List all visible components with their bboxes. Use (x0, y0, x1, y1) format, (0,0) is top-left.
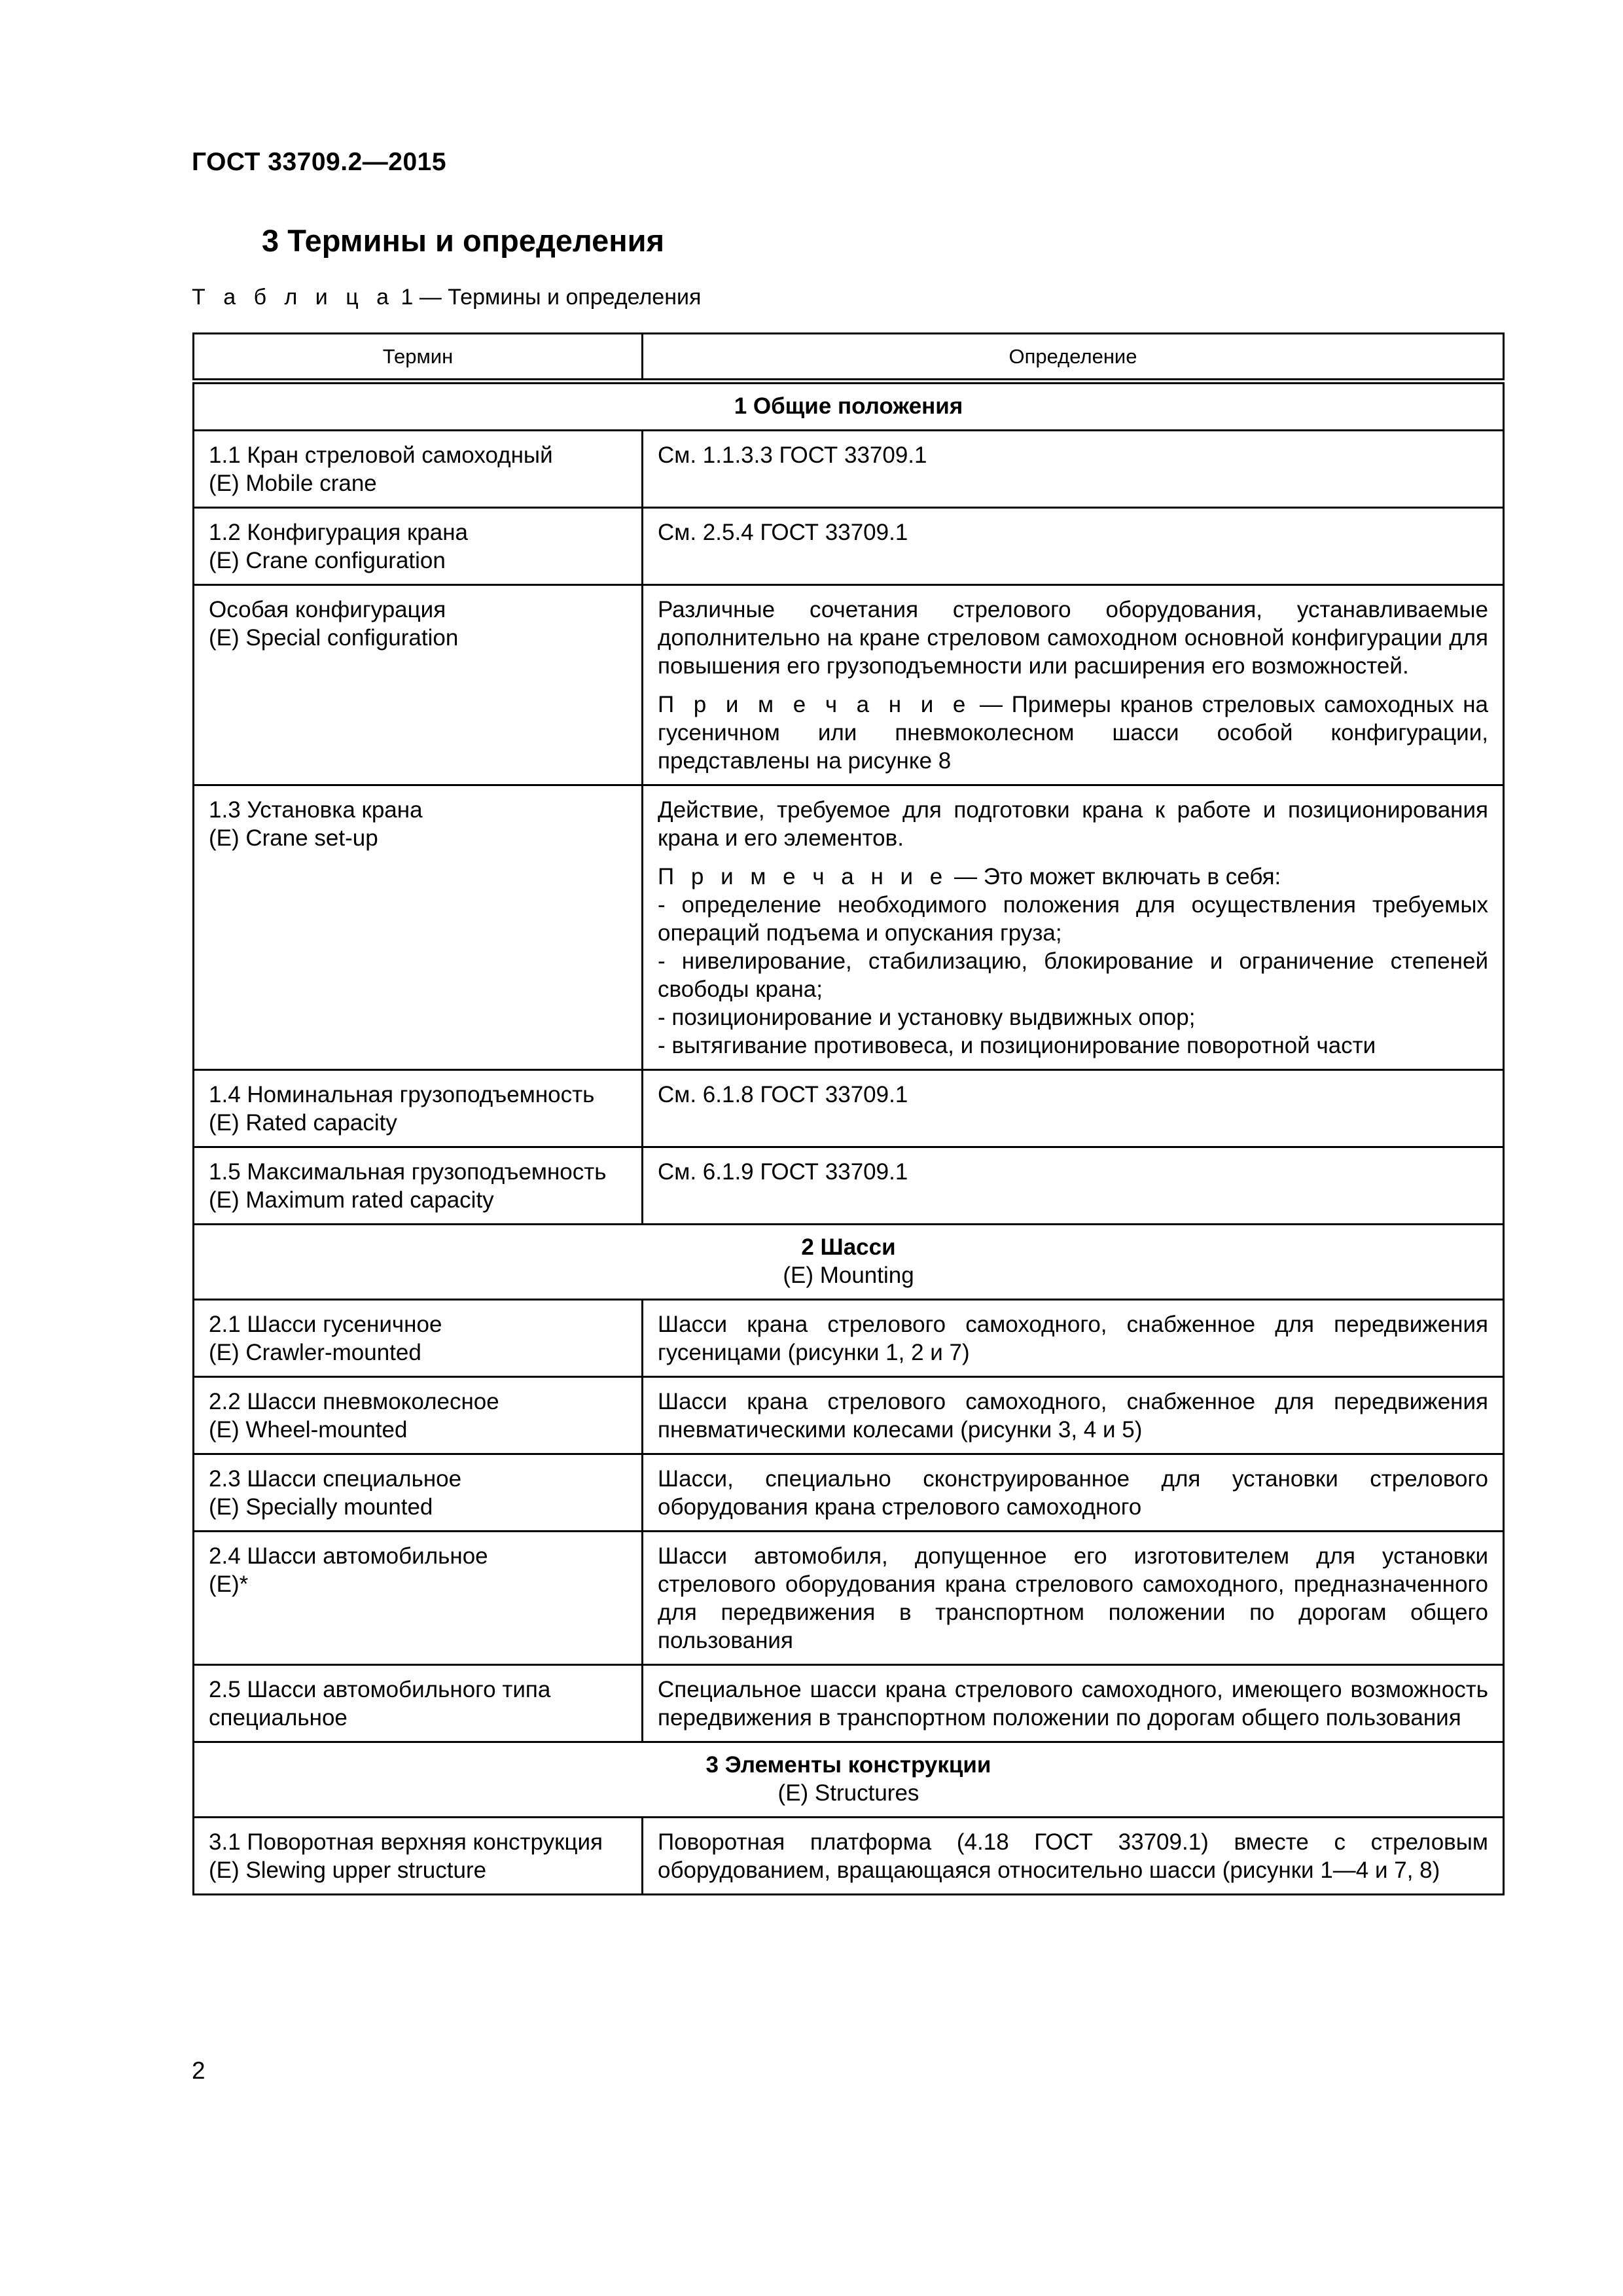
term-name-ru: 1.5 Максимальная грузоподъемность (209, 1159, 607, 1185)
term-cell (194, 1665, 643, 1742)
term-cell (194, 1818, 643, 1895)
term-name-ru: 2.2 Шасси пневмоколесное (209, 1389, 499, 1414)
section-heading-cell (194, 1225, 1504, 1300)
document-header: ГОСТ 33709.2—2015 (192, 148, 447, 176)
table-caption-label: Т а б л и ц а (192, 285, 395, 310)
term-name-en: (E) Specially mounted (209, 1494, 433, 1520)
definition-cell (643, 585, 1504, 785)
table-row (194, 1665, 1504, 1742)
term-name-en: (E) Maximum rated capacity (209, 1187, 494, 1213)
definition-cell (643, 1665, 1504, 1742)
definition-cell (643, 785, 1504, 1070)
terms-table-body (194, 382, 1504, 1895)
section-heading-row (194, 1742, 1504, 1818)
table-caption (192, 285, 701, 310)
term-cell (194, 431, 643, 508)
term-name-en: (E) Crawler-mounted (209, 1340, 421, 1365)
term-name-ru: 1.4 Номинальная грузоподъемность (209, 1082, 595, 1107)
term-name-en: (E) Crane configuration (209, 548, 446, 573)
table-header-row (194, 334, 1504, 382)
definition-text: Шасси, специально сконструированное для установки стрелового оборудования крана стрелового самоходного (658, 1466, 1488, 1520)
term-name-ru: 2.3 Шасси специальное (209, 1466, 462, 1492)
definition-text: Шасси автомобиля, допущенное его изготовителем для установки стрелового оборудования крана стрелового самоходного, предназначенного для передвижения в транспортном положении по дорогам общего пользования (658, 1543, 1488, 1653)
table-row (194, 1300, 1504, 1377)
section-title: 3 Термины и определения (262, 223, 664, 258)
section-heading-row (194, 382, 1504, 431)
section-heading-subtitle: (E) Mounting (783, 1263, 914, 1288)
section-heading-subtitle: (E) Structures (777, 1780, 919, 1806)
definition-cell (643, 1818, 1504, 1895)
definition-text: См. 6.1.9 ГОСТ 33709.1 (658, 1159, 908, 1185)
table-row (194, 585, 1504, 785)
definition-cell (643, 1454, 1504, 1532)
section-heading-cell (194, 382, 1504, 431)
table-row (194, 1454, 1504, 1532)
section-heading-cell (194, 1742, 1504, 1818)
definition-note (658, 691, 1488, 775)
table-row (194, 1070, 1504, 1147)
table-row (194, 1532, 1504, 1665)
column-header-term: Термин (194, 334, 643, 382)
term-cell (194, 1070, 643, 1147)
definition-cell (643, 1377, 1504, 1454)
term-name-ru: 2.5 Шасси автомобильного типа специальное (209, 1677, 551, 1731)
note-list-item: - вытягивание противовеса, и позиционирование поворотной части (658, 1033, 1376, 1058)
term-name-en: (E)* (209, 1571, 249, 1597)
definition-text: Различные сочетания стрелового оборудования, устанавливаемые дополнительно на кране стреловом самоходном основной конфигурации для повышения его грузоподъемности или расширения его возможностей. (658, 597, 1488, 679)
note-list-item: - позиционирование и установку выдвижных опор; (658, 1005, 1196, 1030)
table-row (194, 1377, 1504, 1454)
term-name-en: (E) Mobile crane (209, 471, 377, 496)
term-name-ru: 1.2 Конфигурация крана (209, 520, 469, 545)
definition-text: Специальное шасси крана стрелового самоходного, имеющего возможность передвижения в транспортном положении по дорогам общего пользования (658, 1677, 1488, 1731)
note-list-item: - нивелирование, стабилизацию, блокирование и ограничение степеней свободы крана; (658, 948, 1488, 1002)
term-name-ru: 3.1 Поворотная верхняя конструкция (209, 1829, 603, 1855)
term-name-ru: 1.1 Кран стреловой самоходный (209, 442, 553, 468)
term-cell (194, 1454, 643, 1532)
note-list-item: - определение необходимого положения для осуществления требуемых операций подъема и опускания груза; (658, 892, 1488, 946)
term-cell (194, 1532, 643, 1665)
definition-text: Шасси крана стрелового самоходного, снабженное для передвижения пневматическими колесами (рисунки 3, 4 и 5) (658, 1389, 1488, 1443)
definition-cell (643, 1147, 1504, 1225)
term-name-ru: 2.1 Шасси гусеничное (209, 1312, 442, 1337)
section-heading-title: 1 Общие положения (734, 393, 963, 419)
term-name-en: (E) Rated capacity (209, 1110, 397, 1136)
definition-cell (643, 1300, 1504, 1377)
table-caption-text: 1 — Термины и определения (401, 285, 702, 310)
term-cell (194, 785, 643, 1070)
note-label: П р и м е ч а н и е (658, 692, 971, 717)
note-text: — Примеры кранов стреловых самоходных на гусеничном или пневмоколесном шасси особой конфигурации, представлены на рисунке 8 (658, 692, 1488, 774)
term-cell (194, 585, 643, 785)
term-name-en: (E) Wheel-mounted (209, 1417, 408, 1443)
definition-text: См. 1.1.3.3 ГОСТ 33709.1 (658, 442, 927, 468)
term-name-en: (E) Crane set-up (209, 825, 378, 851)
definition-text: См. 6.1.8 ГОСТ 33709.1 (658, 1082, 908, 1107)
term-name-en: (E) Slewing upper structure (209, 1857, 487, 1883)
definition-text: См. 2.5.4 ГОСТ 33709.1 (658, 520, 908, 545)
term-cell (194, 1377, 643, 1454)
term-name-ru: Особая конфигурация (209, 597, 446, 622)
table-row (194, 1818, 1504, 1895)
definition-text: Шасси крана стрелового самоходного, снабженное для передвижения гусеницами (рисунки 1, 2 и 7) (658, 1312, 1488, 1365)
table-row (194, 1147, 1504, 1225)
table-row (194, 431, 1504, 508)
terms-table (192, 332, 1505, 1895)
section-heading-title: 3 Элементы конструкции (705, 1752, 991, 1778)
term-cell (194, 1147, 643, 1225)
term-cell (194, 508, 643, 585)
section-heading-title: 2 Шасси (801, 1234, 896, 1260)
definition-note (658, 863, 1488, 1060)
definition-cell (643, 1532, 1504, 1665)
note-text: — Это может включать в себя: (954, 864, 1281, 889)
definition-cell (643, 431, 1504, 508)
term-name-ru: 2.4 Шасси автомобильное (209, 1543, 488, 1569)
term-name-ru: 1.3 Установка крана (209, 797, 423, 823)
table-row (194, 508, 1504, 585)
table-row (194, 785, 1504, 1070)
definition-text: Действие, требуемое для подготовки крана к работе и позиционирования крана и его элементов. (658, 797, 1488, 851)
page-number: 2 (192, 2057, 205, 2084)
column-header-definition: Определение (643, 334, 1504, 382)
note-label: П р и м е ч а н и е (658, 864, 948, 889)
term-cell (194, 1300, 643, 1377)
definition-cell (643, 508, 1504, 585)
term-name-en: (E) Special configuration (209, 625, 459, 651)
section-heading-row (194, 1225, 1504, 1300)
definition-text: Поворотная платформа (4.18 ГОСТ 33709.1) вместе с стреловым оборудованием, вращающаяся относительно шасси (рисунки 1—4 и 7, 8) (658, 1829, 1488, 1883)
definition-cell (643, 1070, 1504, 1147)
